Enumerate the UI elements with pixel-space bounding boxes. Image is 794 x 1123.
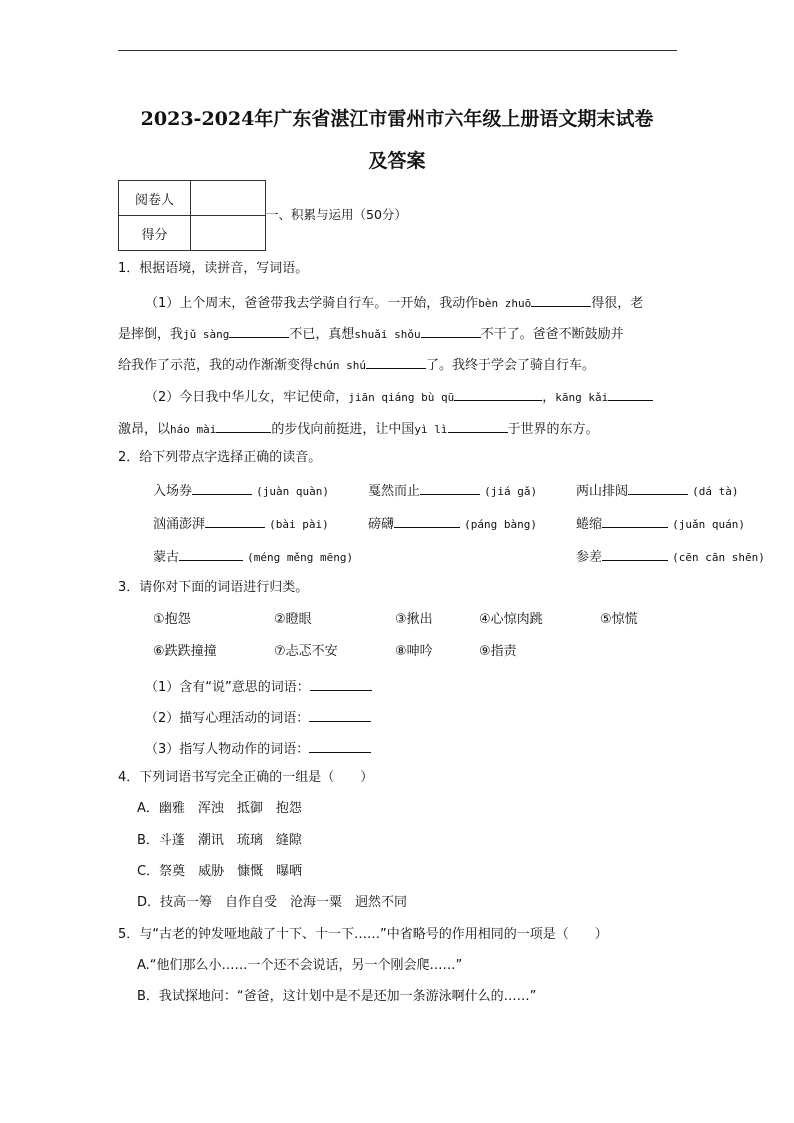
- score-label: 得分: [119, 216, 191, 251]
- reading-options: (juǎn quán): [672, 518, 746, 531]
- q3-word: ②瞪眼: [274, 612, 312, 627]
- q3-word: ③揪出: [395, 612, 433, 627]
- pinyin: chún shú: [313, 359, 366, 372]
- reading-options: (méng měng mēng): [247, 551, 354, 564]
- answer-blank[interactable]: [366, 354, 426, 369]
- answer-blank[interactable]: [216, 418, 271, 433]
- reading-options: (jiá gǎ): [484, 485, 538, 498]
- section-heading: 一、积累与运用（50分）: [266, 207, 407, 222]
- q1-p1-line2: [118, 323, 624, 344]
- question-5-stem: 5．与“古老的钟发哑地敲了十下、十一下……”中省略号的作用相同的一项是（ ）: [118, 927, 608, 942]
- text-segment: 的步伐向前挺进，让中国: [271, 422, 415, 437]
- sub-question: （2）描写心理活动的词语：: [145, 711, 310, 726]
- question-2-stem: 2．给下列带点字选择正确的读音。: [118, 450, 322, 465]
- pinyin: shuǎi shǒu: [354, 328, 421, 341]
- answer-blank[interactable]: [448, 418, 508, 433]
- pinyin: yì lì: [414, 423, 448, 436]
- q5-option-b[interactable]: B．我试探地问：“爸爸，这计划中是不是还加一条游泳啊什么的……”: [137, 989, 537, 1004]
- text-segment: （2）今日我中华儿女，牢记使命，: [145, 390, 349, 405]
- question-3-stem: 3．请你对下面的词语进行归类。: [118, 580, 309, 595]
- word: 汹涌澎湃: [153, 517, 206, 532]
- answer-blank[interactable]: [454, 386, 542, 401]
- page-title-continued: 及答案: [368, 150, 426, 172]
- q3-word: ④心惊肉跳: [479, 612, 543, 627]
- q1-p1-line3: [118, 354, 595, 375]
- q4-option-c[interactable]: C．祭奠 威胁 慷慨 曝晒: [137, 864, 303, 879]
- answer-blank[interactable]: [602, 513, 668, 528]
- q3-sub3: [145, 738, 371, 759]
- pinyin: jǔ sàng: [183, 328, 230, 341]
- pinyin: bèn zhuō: [478, 297, 532, 310]
- text-segment: 激昂，以: [118, 422, 171, 437]
- word: 两山排闼: [576, 484, 629, 499]
- q3-word: ⑤惊慌: [600, 612, 638, 627]
- answer-blank[interactable]: [192, 480, 252, 495]
- q4-option-a[interactable]: A．幽雅 浑浊 抵御 抱怨: [137, 801, 302, 816]
- pinyin: jiān qiáng bù qū: [348, 391, 455, 404]
- reading-options: (cēn cān shēn): [672, 551, 765, 564]
- answer-blank[interactable]: [420, 480, 480, 495]
- word: 蜷缩: [576, 517, 603, 532]
- q2-item: [576, 546, 765, 567]
- sub-question: （3）指写人物动作的词语：: [145, 742, 310, 757]
- answer-blank[interactable]: [310, 676, 372, 691]
- question-4-stem: 4．下列词语书写完全正确的一组是（ ）: [118, 770, 374, 785]
- pinyin: háo mài: [170, 423, 217, 436]
- score-field[interactable]: [191, 216, 266, 251]
- q3-word: ⑥跌跌撞撞: [153, 644, 217, 659]
- reviewer-field[interactable]: [191, 181, 266, 216]
- reading-options: (dá tà): [692, 485, 739, 498]
- answer-blank[interactable]: [628, 480, 688, 495]
- q2-item: [368, 480, 537, 501]
- word: 磅礴: [368, 517, 395, 532]
- word: 参差: [576, 550, 603, 565]
- text-segment: （1）上个周末，爸爸带我去学骑自行车。一开始，我动作: [145, 296, 479, 311]
- q1-p2-line1: [145, 386, 653, 407]
- text-segment: 不已，真想: [289, 327, 355, 342]
- q3-word: ⑨指责: [479, 644, 517, 659]
- q2-item: [576, 480, 739, 501]
- q1-p2-line2: [118, 418, 599, 439]
- text-segment: ，: [542, 390, 556, 405]
- answer-blank[interactable]: [205, 513, 265, 528]
- answer-blank[interactable]: [531, 292, 591, 307]
- reviewer-label: 阅卷人: [119, 181, 191, 216]
- q4-option-b[interactable]: B．斗蓬 潮讯 琉璃 缝隙: [137, 833, 302, 848]
- answer-blank[interactable]: [394, 513, 460, 528]
- pinyin: kāng kǎi: [555, 391, 609, 404]
- q2-item: [368, 513, 537, 534]
- question-1-stem: 1．根据语境，读拼音，写词语。: [118, 261, 309, 276]
- answer-blank[interactable]: [309, 738, 371, 753]
- q4-option-d[interactable]: D．技高一筹 自作自受 沧海一粟 迥然不同: [137, 895, 408, 910]
- header-rule: [118, 50, 677, 51]
- q5-option-a[interactable]: A.“他们那么小……一个还不会说话，另一个刚会爬……”: [137, 958, 463, 973]
- q2-item: [153, 513, 329, 534]
- answer-blank[interactable]: [229, 323, 289, 338]
- q1-p1-line1: [145, 292, 643, 313]
- q2-item: [153, 546, 353, 567]
- text-segment: 是摔倒，我: [118, 327, 184, 342]
- text-segment: 不干了。爸爸不断鼓励并: [480, 327, 624, 342]
- q3-word: ①抱怨: [153, 612, 191, 627]
- answer-blank[interactable]: [309, 707, 371, 722]
- reading-options: (páng bàng): [464, 518, 538, 531]
- answer-blank[interactable]: [179, 546, 243, 561]
- reading-options: (bài pài): [269, 518, 329, 531]
- q3-word: ⑧呻吟: [395, 644, 433, 659]
- q3-sub2: [145, 707, 371, 728]
- answer-blank[interactable]: [608, 386, 653, 401]
- q3-sub1: [145, 676, 372, 697]
- score-table: [118, 180, 266, 251]
- word: 入场券: [153, 484, 193, 499]
- text-segment: 给我作了示范，我的动作渐渐变得: [118, 358, 314, 373]
- text-segment: 得很，老: [591, 296, 644, 311]
- q2-item: [576, 513, 745, 534]
- page-title: 2023-2024年广东省湛江市雷州市六年级上册语文期末试卷: [140, 108, 654, 130]
- word: 蒙古: [153, 550, 180, 565]
- reading-options: (juàn quàn): [256, 485, 330, 498]
- sub-question: （1）含有“说”意思的词语：: [145, 680, 310, 695]
- q3-word: ⑦忐忑不安: [274, 644, 338, 659]
- text-segment: 了。我终于学会了骑自行车。: [426, 358, 596, 373]
- word: 戛然而止: [368, 484, 421, 499]
- answer-blank[interactable]: [602, 546, 668, 561]
- q2-item: [153, 480, 329, 501]
- answer-blank[interactable]: [421, 323, 481, 338]
- text-segment: 于世界的东方。: [507, 422, 599, 437]
